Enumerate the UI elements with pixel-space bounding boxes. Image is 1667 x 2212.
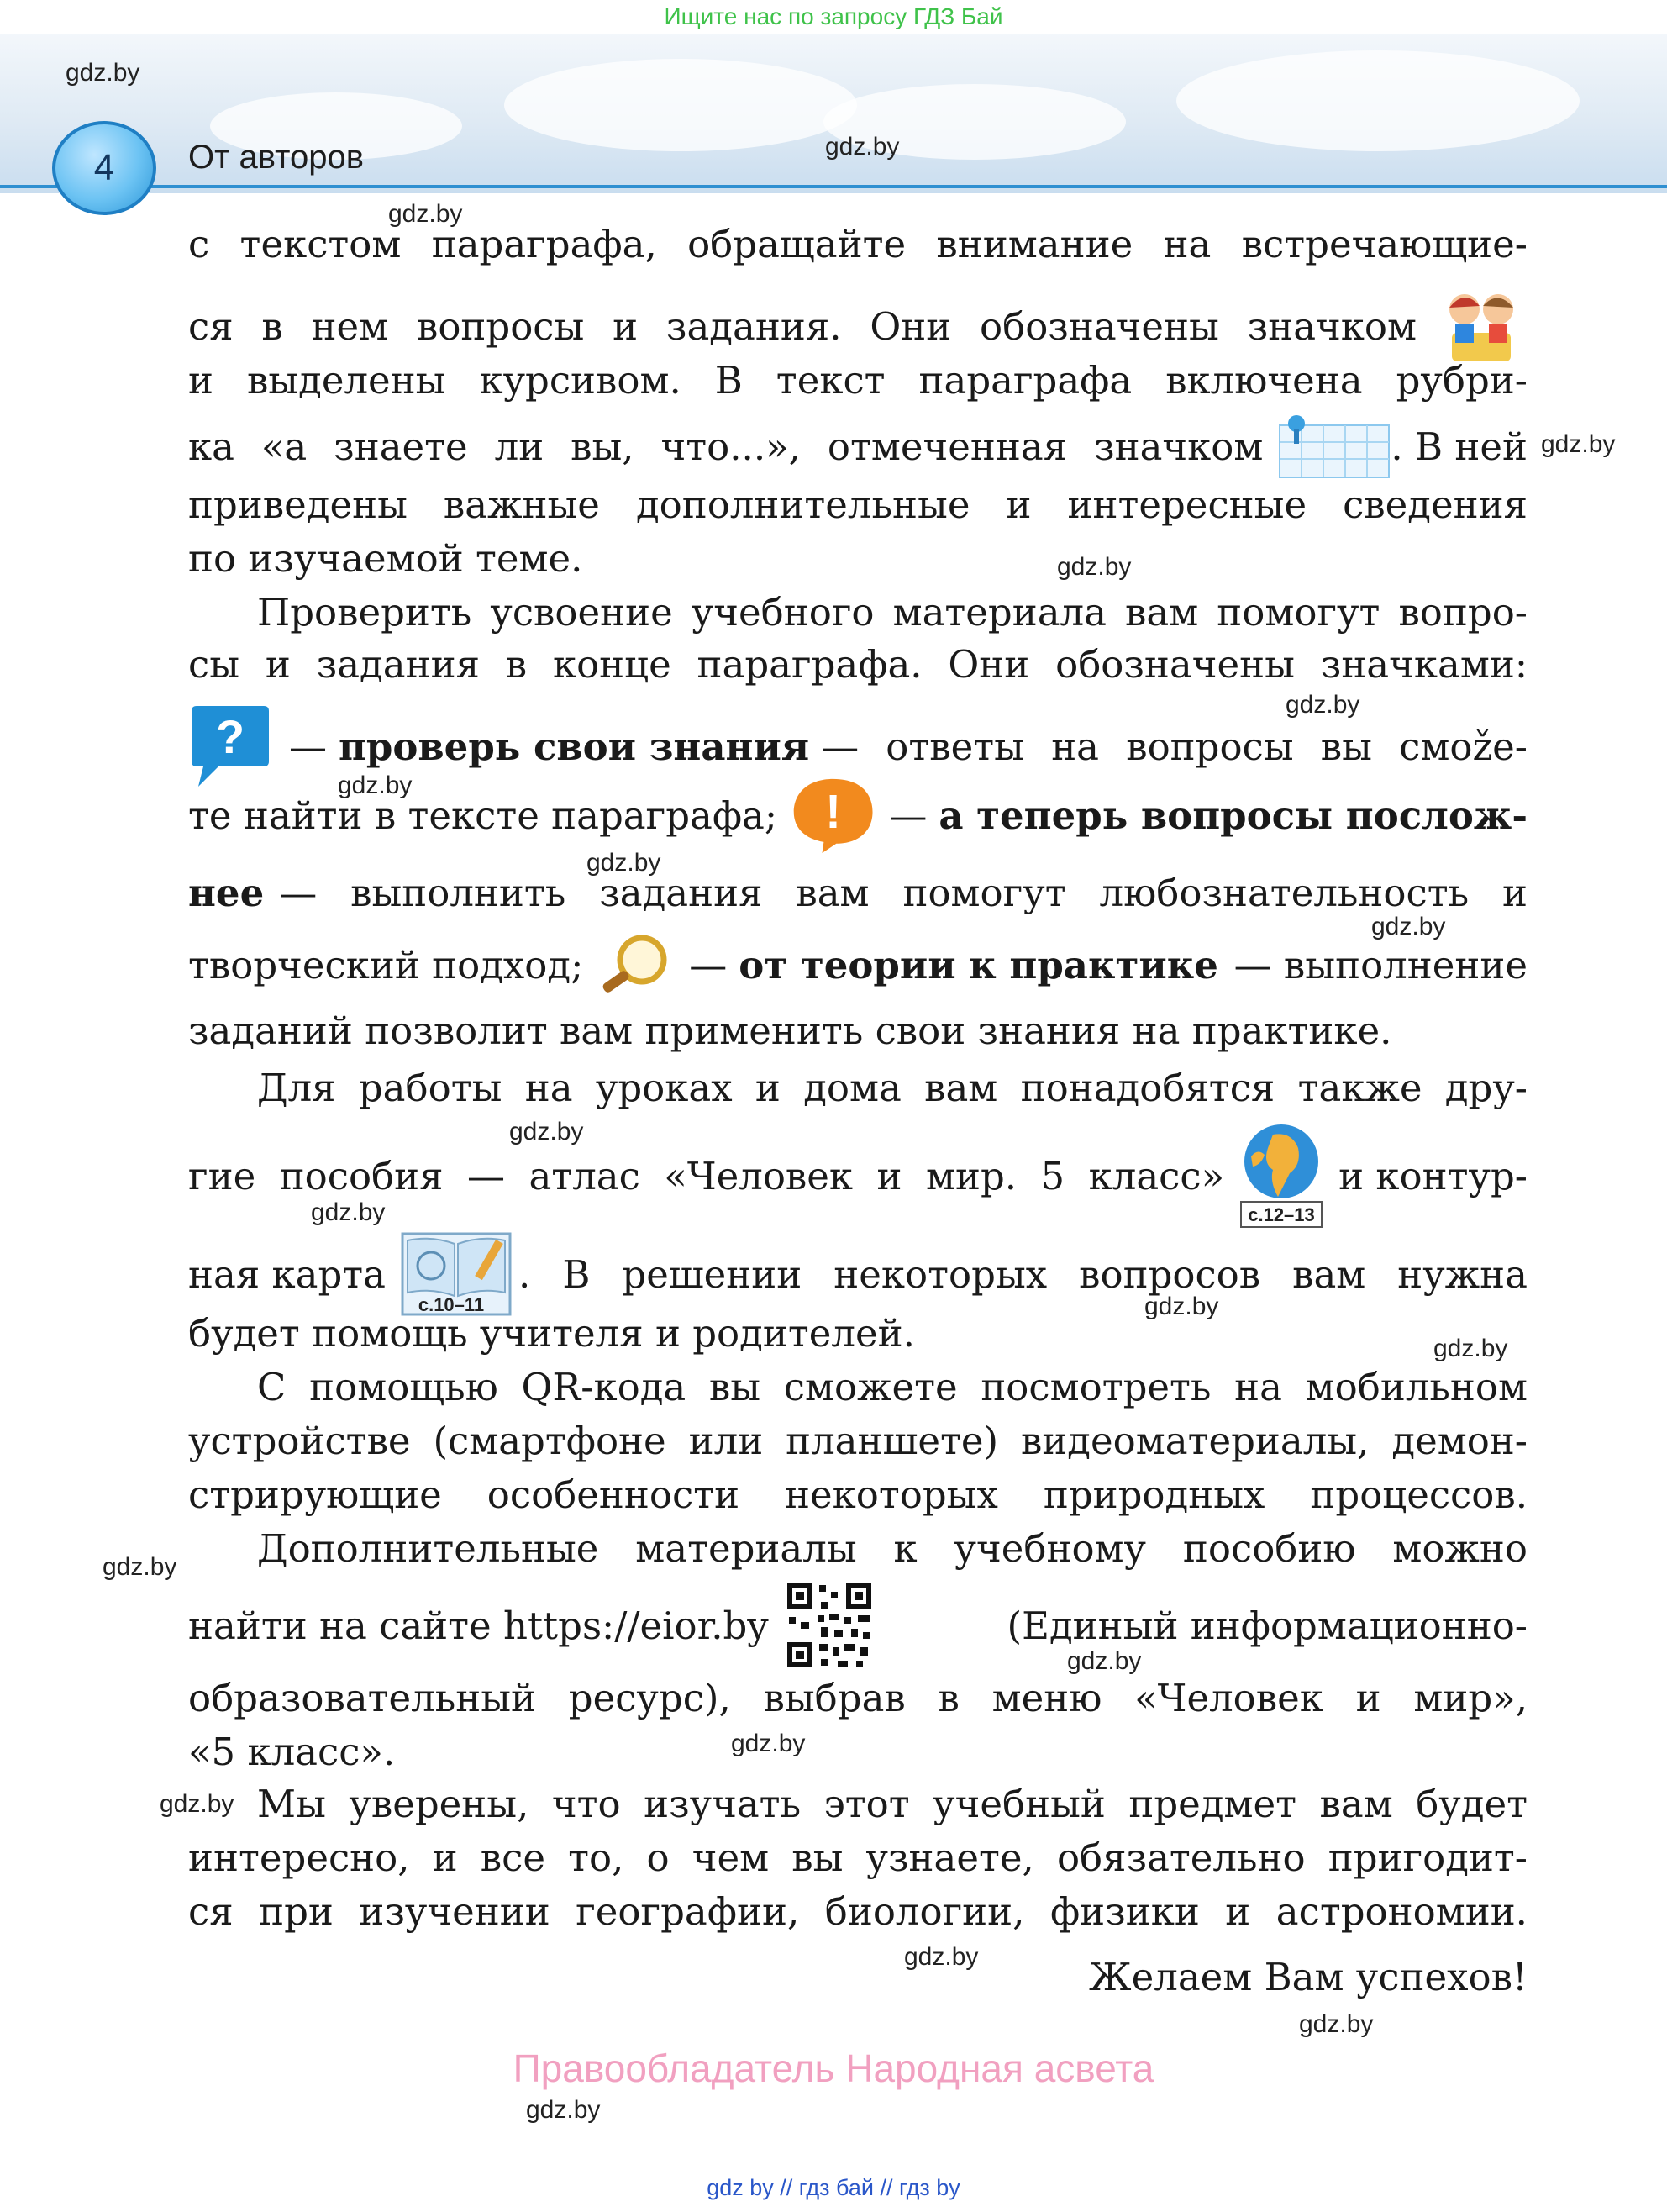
watermark: gdz.by [1144,1293,1219,1320]
watermark: gdz.by [1067,1647,1142,1675]
body-line: ? — проверь свои знания — ответы на вопросы вы смože- [188,703,1528,790]
body-line: Мы уверены, что изучать этот учебный предмет вам будет [257,1782,1528,1826]
header-divider [0,185,1667,188]
closing-wish: Желаем Вам успехов! [1089,1955,1528,1999]
watermark: gdz.by [904,1943,979,1971]
watermark: gdz.by [825,133,900,161]
bottom-links[interactable]: gdz by // гдз бай // гдз by [707,2175,960,2200]
children-icon [1435,284,1528,368]
body-line: творческий подход; — от теории к практике — выполнение [188,933,1528,997]
watermark: gdz.by [1371,913,1446,940]
contour-map-icon [401,1232,512,1316]
body-line: интересно, и все то, о чем вы узнаете, обязательно пригодит- [188,1835,1528,1880]
watermark: gdz.by [586,849,661,877]
body-line: заданий позволит вам применить свои знания на практике. [188,1009,1392,1053]
watermark: gdz.by [311,1198,386,1226]
watermark: gdz.by [1541,430,1616,458]
body-line: стрирующие особенности некоторых природных процессов. [188,1472,1528,1517]
body-line: С помощью QR-кода вы сможете посмотреть на мобильном [257,1365,1528,1409]
watermark: gdz.by [1057,553,1132,581]
top-banner[interactable]: Ищите нас по запросу ГДЗ Бай [664,3,1003,29]
body-line: устройстве (смартфоне или планшете) видеоматериалы, демон- [188,1419,1528,1463]
body-line: те найти в тексте параграфа; ! — а теперь вопросы послож- [188,773,1528,857]
svg-text:с.12–13: с.12–13 [1248,1204,1315,1225]
copyright-notice: Правообладатель Народная асвета [513,2046,1154,2090]
section-title: От авторов [188,139,365,176]
watermark: gdz.by [1286,691,1360,719]
body-line: ка «а знаете ли вы, что...», отмеченная значком . В ней [188,413,1528,479]
body-line: ся при изучении географии, биологии, физики и астрономии. [188,1889,1528,1934]
body-line: Для работы на уроках и дома вам понадобятся также дру- [257,1066,1528,1110]
watermark: gdz.by [160,1790,234,1818]
body-line: сы и задания в конце параграфа. Они обозначены значками: [188,642,1528,687]
body-line: «5 класс». [188,1730,396,1774]
watermark: gdz.by [509,1118,584,1146]
cloud-decoration [504,59,857,151]
svg-text:с.10–11: с.10–11 [418,1294,485,1315]
cloud-decoration [1176,50,1580,151]
pinned-note-icon [1278,413,1391,479]
atlas-globe-icon [1239,1123,1323,1229]
exclamation-icon [791,773,876,857]
watermark: gdz.by [66,59,140,87]
magnifier-icon [595,933,679,997]
watermark: gdz.by [1433,1335,1508,1362]
body-line: найти на сайте https://eior.by (Единый информационно- [188,1580,1528,1671]
body-line: гие пособия — атлас «Человек и мир. 5 класс» с.12–13 и контур- [188,1123,1528,1229]
body-line: ся в нем вопросы и задания. Они обозначены значком [188,284,1528,368]
body-line: образовательный ресурс), выбрав в меню «Человек и мир», [188,1676,1528,1720]
body-line: приведены важные дополнительные и интересные сведения [188,482,1528,527]
watermark: gdz.by [1299,2010,1374,2038]
svg-text:?: ? [215,710,245,763]
watermark: gdz.by [103,1553,177,1581]
watermark: gdz.by [338,772,413,799]
body-line: будет помощь учителя и родителей. [188,1311,915,1356]
page-number: 4 [52,121,156,215]
qr-code-icon[interactable] [784,1580,875,1671]
body-line: ная карта с.10–11 . В решении некоторых вопросов вам нужна [188,1232,1528,1316]
watermark: gdz.by [526,2096,601,2124]
body-line: нее — выполнить задания вам помогут любознательность и [188,871,1528,915]
body-line: и выделены курсивом. В текст параграфа включена рубри- [188,358,1528,403]
body-line: по изучаемой теме. [188,536,583,581]
body-line: Дополнительные материалы к учебному пособию можно [257,1526,1528,1571]
watermark: gdz.by [731,1730,806,1757]
body-line: с текстом параграфа, обращайте внимание на встречающие- [188,222,1528,266]
body-line: Проверить усвоение учебного материала вам помогут вопро- [257,590,1528,635]
svg-text:!: ! [825,785,842,839]
watermark: gdz.by [388,200,463,228]
